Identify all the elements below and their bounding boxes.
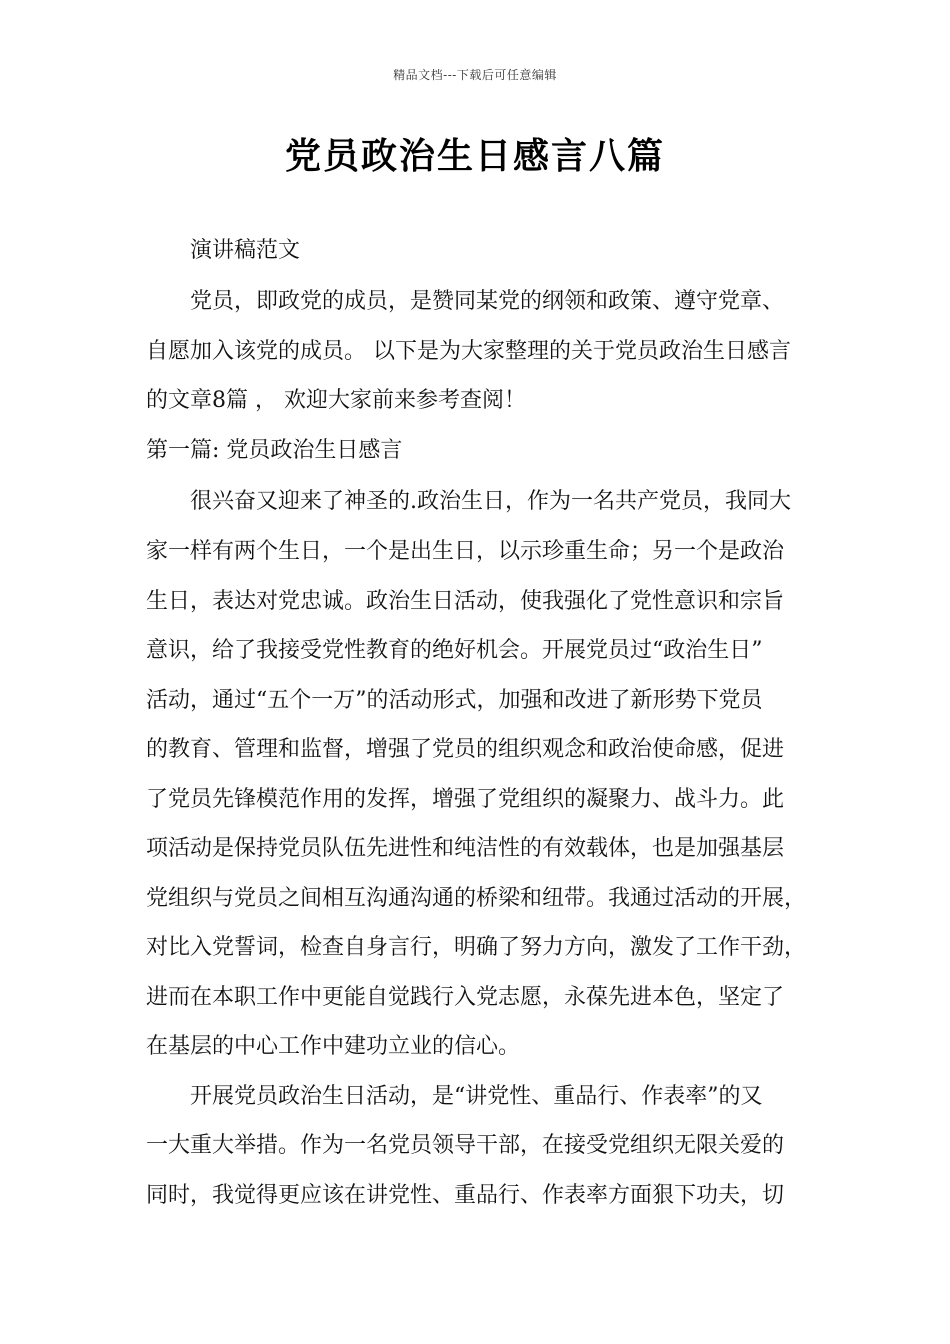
paragraph-line: 开展党员政治生日活动，是“讲党性、重品行、作表率”的又 [190, 1084, 763, 1109]
section-heading: 第一篇: 党员政治生日感言 [146, 438, 403, 463]
document-title: 党员政治生日感言八篇 [284, 135, 665, 177]
paragraph-line: 了党员先锋模范作用的发挥，增强了党组织的凝聚力、战斗力。此 [146, 787, 785, 812]
subtitle-line: 演讲稿范文 [190, 238, 301, 263]
paragraph-line: 对比入党誓词，检查自身言行，明确了努力方向，激发了工作干劲， [146, 935, 807, 960]
paragraph-line: 家一样有两个生日，一个是出生日，以示珍重生命；另一个是政治 [146, 539, 785, 564]
paragraph-line: 意识，给了我接受党性教育的绝好机会。开展党员过“政治生日” [146, 638, 763, 663]
paragraph-line: 一大重大举措。作为一名党员领导干部，在接受党组织无限关爱的 [146, 1133, 785, 1158]
paragraph-line: 党组织与党员之间相互沟通沟通的桥梁和纽带。我通过活动的开展， [146, 886, 807, 911]
paragraph-line: 的教育、管理和监督，增强了党员的组织观念和政治使命感，促进 [146, 737, 785, 762]
paragraph-line: 的文章8篇 ， 欢迎大家前来参考查阅！ [146, 388, 526, 413]
paragraph-line: 项活动是保持党员队伍先进性和纯洁性的有效载体，也是加强基层 [146, 836, 785, 861]
paragraph-line: 进而在本职工作中更能自觉践行入党志愿，永葆先进本色，坚定了 [146, 985, 785, 1010]
header-note: 精品文档---下载后可任意编辑 [393, 68, 557, 82]
paragraph-line: 自愿加入该党的成员。 以下是为大家整理的关于党员政治生日感言 [146, 339, 791, 364]
paragraph-line: 党员，即政党的成员，是赞同某党的纲领和政策、遵守党章、 [190, 289, 785, 314]
paragraph-line: 同时，我觉得更应该在讲党性、重品行、作表率方面狠下功夫，切 [146, 1183, 785, 1208]
paragraph-line: 生日，表达对党忠诚。政治生日活动，使我强化了党性意识和宗旨 [146, 589, 785, 614]
paragraph-line: 很兴奋又迎来了神圣的.政治生日，作为一名共产党员，我同大 [190, 489, 791, 514]
paragraph-line: 活动，通过“五个一万”的活动形式，加强和改进了新形势下党员 [146, 688, 763, 713]
paragraph-line: 在基层的中心工作中建功立业的信心。 [146, 1034, 521, 1059]
